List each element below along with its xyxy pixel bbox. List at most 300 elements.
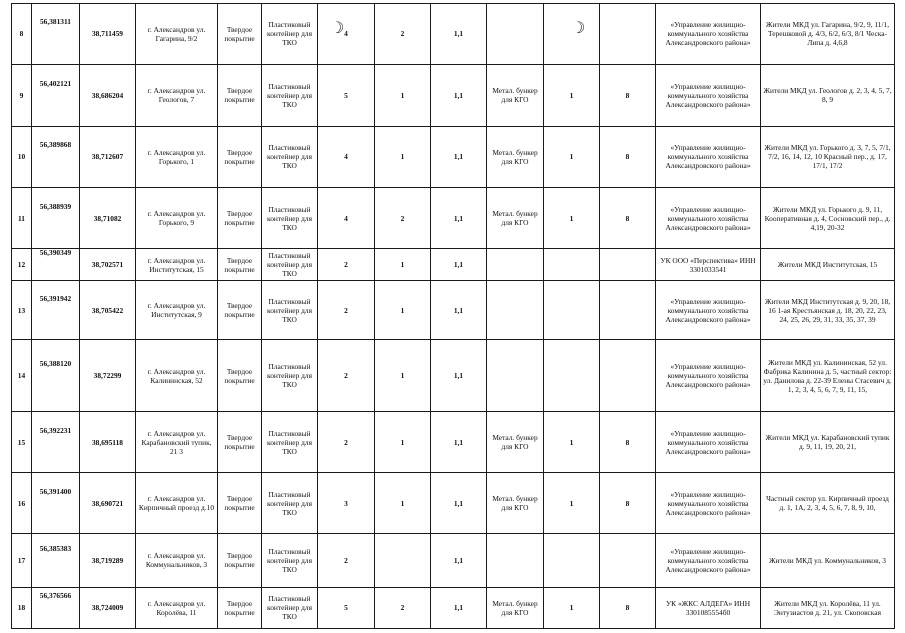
users-cell: [761, 340, 895, 412]
bunker-volume-cell: [600, 412, 656, 473]
container-type-cell-text: Пластиковый контейнер для ТКО: [267, 81, 312, 109]
container-volume-cell-text: 1,1: [453, 260, 464, 270]
bunker-count-cell: [544, 126, 600, 187]
bunker-type-cell: [487, 473, 544, 534]
container-type-cell-text: Пластиковый контейнер для ТКО: [267, 296, 312, 324]
container-type-cell: [262, 249, 318, 281]
container-volume-cell: [431, 412, 487, 473]
users-cell: [761, 249, 895, 281]
latitude-cell: [32, 64, 80, 126]
address-cell: [136, 64, 218, 126]
address-cell-text: г. Александров ул. Королёва, 11: [147, 598, 206, 617]
owner-cell: [656, 4, 761, 65]
container-count2-cell-text: 1: [400, 305, 405, 315]
address-cell-text: г. Александров ул. Гагарина, 9/2: [147, 24, 206, 43]
bunker-volume-cell: [600, 64, 656, 126]
bunker-volume-cell-text: 8: [625, 437, 630, 447]
table-row: [12, 249, 895, 281]
surface-cell: [218, 340, 262, 412]
owner-cell: [656, 412, 761, 473]
latitude-cell-text: 56,388120: [39, 359, 72, 369]
users-cell-text: Жители МКД ул. Карабановский тупик д. 9, 11, 19, 20, 21,: [765, 433, 890, 452]
surface-cell: [218, 4, 262, 65]
container-count-cell-text: 5: [344, 90, 348, 100]
bunker-type-cell-text: Метал. бункер для КГО: [492, 86, 538, 105]
row-number: [12, 412, 32, 473]
address-cell: [136, 187, 218, 249]
bunker-volume-cell-text: 8: [625, 152, 630, 162]
container-count-cell: [318, 4, 375, 65]
surface-cell: [218, 126, 262, 187]
bunker-volume-cell: [600, 473, 656, 534]
address-cell: [136, 4, 218, 65]
row-number-text: 12: [17, 260, 26, 270]
owner-cell: [656, 473, 761, 534]
container-volume-cell-text: 1,1: [453, 371, 464, 381]
document-sheet: [11, 3, 894, 629]
container-type-cell: [262, 534, 318, 588]
owner-cell: [656, 587, 761, 628]
container-volume-cell: [431, 281, 487, 340]
bunker-volume-cell: [600, 4, 656, 65]
users-cell-text: Жители МКД Институтская д. 9, 20, 18, 16 1-ая Крестьянская д. 18, 20, 22, 23, 24, 25, 26, 29, 31, 33, 35, 37, 39: [764, 296, 891, 324]
table-row: [12, 587, 895, 628]
address-cell: [136, 587, 218, 628]
latitude-cell: [32, 281, 80, 340]
surface-cell-text: Твердое покрытие: [224, 86, 255, 105]
address-cell-text: г. Александров ул. Коммунальников, 3: [145, 551, 208, 570]
latitude-cell-text: 56,381311: [39, 17, 71, 27]
longitude-cell-text: 38,72299: [93, 371, 122, 381]
container-type-cell: [262, 187, 318, 249]
owner-cell-text: «Управление жилищно-коммунального хозяйства Александровского района»: [665, 81, 751, 109]
container-volume-cell-text: 1,1: [453, 29, 464, 39]
container-volume-cell-text: 1,1: [453, 305, 464, 315]
longitude-cell: [80, 4, 136, 65]
users-cell-text: Жители МКД ул. Горького д. 3, 7, 5, 7/1, 7/2, 16, 14, 12, 10 Красный пер., д. 17, 17/1, 17/2: [764, 143, 891, 171]
bunker-count-cell: [544, 473, 600, 534]
longitude-cell-text: 38,705422: [91, 305, 124, 315]
latitude-cell: [32, 412, 80, 473]
bunker-type-cell: [487, 4, 544, 65]
row-number-text: 13: [17, 305, 26, 315]
owner-cell-text: УК «ЖКС АЛДЕГА» ИНН 3301085554б0: [665, 598, 751, 617]
longitude-cell: [80, 64, 136, 126]
container-count2-cell-text: 1: [400, 498, 405, 508]
container-count2-cell-text: 1: [400, 260, 405, 270]
longitude-cell-text: 38,686204: [91, 90, 124, 100]
latitude-cell: [32, 126, 80, 187]
container-count2-cell-text: 1: [400, 152, 405, 162]
row-number: [12, 4, 32, 65]
address-cell: [136, 281, 218, 340]
latitude-cell-text: 56,390349: [39, 248, 72, 258]
users-cell: [761, 412, 895, 473]
container-count2-cell-text: 2: [400, 29, 405, 39]
bunker-count-cell: [544, 249, 600, 281]
bunker-volume-cell: [600, 587, 656, 628]
longitude-cell: [80, 340, 136, 412]
row-number: [12, 340, 32, 412]
bunker-type-cell: [487, 187, 544, 249]
row-number-text: 16: [17, 498, 26, 508]
container-volume-cell: [431, 340, 487, 412]
bunker-volume-cell-text: 8: [625, 498, 630, 508]
users-cell-text: Жители МКД ул. Гагарина, 9/2, 9, 11/1, Терешковой д. 4/3, 6/2, 6/3, 8/1 Ческа-Липа д. 4,6,8: [765, 20, 890, 48]
owner-cell-text: «Управление жилищно-коммунального хозяйства Александровского района»: [665, 143, 751, 171]
bunker-type-cell: [487, 587, 544, 628]
container-count-cell-text: 2: [344, 437, 348, 447]
longitude-cell-text: 38,724009: [91, 603, 124, 613]
container-count2-cell: [375, 473, 431, 534]
table-row: [12, 473, 895, 534]
surface-cell-text: Твердое покрытие: [224, 255, 255, 274]
row-number: [12, 534, 32, 588]
bunker-count-cell-text: 1: [569, 152, 574, 162]
container-type-cell-text: Пластиковый контейнер для ТКО: [267, 546, 312, 574]
longitude-cell: [80, 281, 136, 340]
row-number-text: 14: [17, 371, 26, 381]
users-cell: [761, 473, 895, 534]
container-count2-cell: [375, 281, 431, 340]
users-cell: [761, 281, 895, 340]
latitude-cell-text: 56,392231: [39, 425, 72, 435]
container-count-cell-text: 4: [344, 29, 348, 39]
bunker-count-cell-text: 1: [569, 90, 574, 100]
container-count-cell-text: 2: [344, 371, 348, 381]
surface-cell: [218, 249, 262, 281]
owner-cell: [656, 281, 761, 340]
waste-sites-table: [11, 3, 895, 629]
address-cell: [136, 473, 218, 534]
owner-cell-text: «Управление жилищно-коммунального хозяйства Александровского района»: [665, 20, 751, 48]
table-body: [12, 4, 895, 629]
bunker-type-cell: [487, 412, 544, 473]
address-cell-text: г. Александров ул. Институтская, 15: [147, 255, 206, 274]
container-count-cell-text: 2: [344, 305, 348, 315]
address-cell-text: г. Александров ул. Институтская, 9: [147, 301, 206, 320]
table-row: [12, 534, 895, 588]
container-count-cell: [318, 340, 375, 412]
container-type-cell-text: Пластиковый контейнер для ТКО: [267, 362, 312, 390]
users-cell: [761, 587, 895, 628]
container-count2-cell: [375, 126, 431, 187]
longitude-cell: [80, 249, 136, 281]
surface-cell: [218, 281, 262, 340]
bunker-type-cell: [487, 534, 544, 588]
container-type-cell-text: Пластиковый контейнер для ТКО: [267, 251, 312, 279]
container-type-cell: [262, 412, 318, 473]
container-type-cell: [262, 473, 318, 534]
users-cell: [761, 64, 895, 126]
container-volume-cell-text: 1,1: [453, 498, 464, 508]
row-number-text: 17: [17, 555, 26, 565]
owner-cell: [656, 64, 761, 126]
container-count-cell: [318, 249, 375, 281]
longitude-cell-text: 38,702571: [91, 260, 124, 270]
users-cell-text: Частный сектор ул. Кирпичный проезд д. 1, 1А, 2, 3, 4, 5, 6, 7, 8, 9, 10,: [766, 494, 889, 513]
surface-cell: [218, 412, 262, 473]
bunker-type-cell-text: Метал. бункер для КГО: [492, 147, 538, 166]
bunker-volume-cell: [600, 281, 656, 340]
surface-cell-text: Твердое покрытие: [224, 147, 255, 166]
address-cell-text: г. Александров ул. Геологов, 7: [147, 86, 206, 105]
container-count-cell-text: 2: [344, 555, 348, 565]
bunker-count-cell: [544, 587, 600, 628]
container-count2-cell: [375, 412, 431, 473]
longitude-cell: [80, 473, 136, 534]
bunker-count-cell-text: 1: [569, 603, 574, 613]
latitude-cell: [32, 4, 80, 65]
latitude-cell: [32, 249, 80, 281]
row-number-text: 8: [19, 29, 24, 39]
owner-cell-text: «Управление жилищно-коммунального хозяйства Александровского района»: [665, 428, 751, 456]
longitude-cell-text: 38,690721: [91, 498, 124, 508]
container-count-cell-text: 5: [344, 603, 348, 613]
container-count2-cell: [375, 249, 431, 281]
bunker-count-cell-text: 1: [569, 498, 574, 508]
container-count2-cell: [375, 340, 431, 412]
container-volume-cell-text: 1,1: [453, 437, 464, 447]
latitude-cell: [32, 187, 80, 249]
table-row: [12, 281, 895, 340]
surface-cell-text: Твердое покрытие: [224, 209, 255, 227]
bunker-volume-cell-text: 8: [625, 213, 630, 223]
container-volume-cell-text: 1,1: [453, 555, 464, 565]
surface-cell: [218, 587, 262, 628]
surface-cell-text: Твердое покрытие: [224, 598, 255, 617]
longitude-cell-text: 38,695118: [91, 437, 123, 447]
container-type-cell: [262, 281, 318, 340]
latitude-cell-text: 56,391942: [39, 293, 72, 303]
latitude-cell-text: 56,389868: [39, 140, 72, 150]
container-count-cell: [318, 281, 375, 340]
address-cell-text: г. Александров ул. Калининская, 52: [147, 366, 206, 385]
owner-cell-text: «Управление жилищно-коммунального хозяйства Александровского района»: [665, 204, 751, 232]
bunker-volume-cell: [600, 187, 656, 249]
owner-cell-text: УК ООО «Перспектива» ИНН 3301033541: [660, 255, 756, 274]
table-row: [12, 4, 895, 65]
scan-mark-left: ☽: [330, 18, 345, 37]
latitude-cell-text: 56,388939: [39, 201, 72, 211]
container-type-cell-text: Пластиковый контейнер для ТКО: [267, 143, 312, 171]
container-volume-cell: [431, 126, 487, 187]
owner-cell: [656, 340, 761, 412]
surface-cell-text: Твердое покрытие: [224, 301, 255, 320]
latitude-cell: [32, 587, 80, 628]
container-volume-cell-text: 1,1: [453, 213, 464, 223]
row-number-text: 15: [17, 437, 26, 447]
longitude-cell-text: 38,719289: [91, 555, 124, 565]
bunker-count-cell: [544, 340, 600, 412]
container-volume-cell: [431, 249, 487, 281]
surface-cell: [218, 534, 262, 588]
bunker-type-cell: [487, 126, 544, 187]
container-type-cell: [262, 587, 318, 628]
surface-cell-text: Твердое покрытие: [224, 433, 255, 452]
bunker-volume-cell: [600, 340, 656, 412]
bunker-volume-cell-text: 8: [625, 90, 630, 100]
users-cell: [761, 187, 895, 249]
container-volume-cell: [431, 187, 487, 249]
container-type-cell-text: Пластиковый контейнер для ТКО: [267, 428, 312, 456]
bunker-type-cell: [487, 340, 544, 412]
container-type-cell-text: Пластиковый контейнер для ТКО: [267, 20, 312, 48]
table-row: [12, 187, 895, 249]
row-number: [12, 281, 32, 340]
container-count-cell: [318, 64, 375, 126]
table-row: [12, 340, 895, 412]
container-count2-cell: [375, 4, 431, 65]
users-cell: [761, 4, 895, 65]
container-type-cell: [262, 126, 318, 187]
latitude-cell-text: 56,402121: [39, 78, 72, 88]
longitude-cell: [80, 187, 136, 249]
container-volume-cell: [431, 4, 487, 65]
table-row: [12, 126, 895, 187]
address-cell: [136, 249, 218, 281]
container-volume-cell-text: 1,1: [453, 603, 464, 613]
container-count2-cell: [375, 64, 431, 126]
owner-cell: [656, 249, 761, 281]
address-cell: [136, 126, 218, 187]
row-number: [12, 249, 32, 281]
container-volume-cell: [431, 534, 487, 588]
bunker-type-cell: [487, 64, 544, 126]
container-count-cell-text: 4: [344, 213, 348, 223]
address-cell: [136, 412, 218, 473]
bunker-volume-cell: [600, 534, 656, 588]
container-count-cell: [318, 587, 375, 628]
surface-cell: [218, 473, 262, 534]
owner-cell-text: «Управление жилищно-коммунального хозяйства Александровского района»: [665, 489, 751, 517]
container-count-cell-text: 4: [344, 152, 348, 162]
bunker-type-cell: [487, 249, 544, 281]
address-cell: [136, 534, 218, 588]
owner-cell: [656, 187, 761, 249]
users-cell-text: Жители МКД ул. Королёва, 11 ул. Энтузиастов д. 21, ул. Скоповская: [774, 598, 881, 617]
bunker-count-cell: [544, 281, 600, 340]
container-count-cell-text: 3: [344, 498, 348, 508]
surface-cell: [218, 64, 262, 126]
bunker-volume-cell-text: 8: [625, 603, 630, 613]
container-type-cell: [262, 64, 318, 126]
container-count-cell: [318, 534, 375, 588]
latitude-cell-text: 56,385383: [39, 543, 72, 553]
longitude-cell: [80, 412, 136, 473]
container-count2-cell-text: 1: [400, 437, 405, 447]
surface-cell-text: Твердое покрытие: [224, 24, 255, 43]
users-cell: [761, 126, 895, 187]
bunker-volume-cell: [600, 126, 656, 187]
longitude-cell: [80, 587, 136, 628]
surface-cell-text: Твердое покрытие: [224, 366, 255, 385]
container-volume-cell: [431, 64, 487, 126]
users-cell-text: Жители МКД ул. Калининская, 52 ул. Фабрика Калинина д. 5, частный сектор: ул. Данилова д. 22-39 Елены Стасевич д. 1, 2, 3, 4, 5, 6, 7, 9, 11, 15,: [763, 357, 892, 394]
longitude-cell-text: 38,711459: [91, 29, 123, 39]
latitude-cell: [32, 473, 80, 534]
users-cell-text: Жители МКД ул. Горького д. 9, 11, Кооперативная д. 4, Сосновский пер., д. 4,19, 20-32: [764, 204, 891, 232]
address-cell-text: г. Александров ул. Карабановский тупик, 21 3: [141, 428, 212, 456]
owner-cell-text: «Управление жилищно-коммунального хозяйства Александровского района»: [665, 296, 751, 324]
row-number-text: 18: [17, 603, 26, 613]
latitude-cell-text: 56,391400: [39, 486, 72, 496]
table-row: [12, 64, 895, 126]
container-type-cell-text: Пластиковый контейнер для ТКО: [267, 594, 312, 622]
container-count-cell: [318, 412, 375, 473]
row-number: [12, 64, 32, 126]
address-cell: [136, 340, 218, 412]
users-cell-text: Жители МКД ул. Геологов д. 2, 3, 4, 5, 7, 8, 9: [763, 86, 892, 105]
container-type-cell-text: Пластиковый контейнер для ТКО: [267, 489, 312, 517]
users-cell: [761, 534, 895, 588]
row-number: [12, 587, 32, 628]
container-volume-cell: [431, 473, 487, 534]
bunker-type-cell-text: Метал. бункер для КГО: [492, 209, 538, 227]
longitude-cell-text: 38,71082: [93, 213, 122, 223]
container-type-cell: [262, 4, 318, 65]
container-count-cell: [318, 473, 375, 534]
container-count2-cell: [375, 187, 431, 249]
container-count2-cell: [375, 587, 431, 628]
owner-cell-text: «Управление жилищно-коммунального хозяйства Александровского района»: [665, 546, 751, 574]
bunker-type-cell: [487, 281, 544, 340]
surface-cell: [218, 187, 262, 249]
table-row: [12, 412, 895, 473]
container-volume-cell-text: 1,1: [453, 152, 464, 162]
longitude-cell: [80, 126, 136, 187]
surface-cell-text: Твердое покрытие: [224, 494, 255, 513]
latitude-cell: [32, 340, 80, 412]
container-type-cell-text: Пластиковый контейнер для ТКО: [267, 204, 312, 232]
row-number: [12, 473, 32, 534]
bunker-count-cell: [544, 187, 600, 249]
bunker-count-cell-text: 1: [569, 213, 574, 223]
address-cell-text: г. Александров ул. Горького, 1: [147, 147, 206, 166]
users-cell-text: Жители МКД Институтская, 15: [777, 260, 878, 270]
address-cell-text: г. Александров ул. Горького, 9: [147, 209, 206, 227]
row-number-text: 11: [18, 213, 25, 223]
row-number: [12, 187, 32, 249]
container-count2-cell-text: 2: [400, 603, 405, 613]
owner-cell: [656, 126, 761, 187]
container-count-cell-text: 2: [344, 260, 348, 270]
container-count2-cell-text: 1: [400, 90, 405, 100]
surface-cell-text: Твердое покрытие: [224, 551, 255, 570]
owner-cell-text: «Управление жилищно-коммунального хозяйства Александровского района»: [665, 362, 751, 390]
users-cell-text: Жители МКД ул. Коммунальников, 3: [769, 555, 886, 565]
bunker-volume-cell: [600, 249, 656, 281]
longitude-cell: [80, 534, 136, 588]
bunker-type-cell-text: Метал. бункер для КГО: [492, 598, 538, 617]
latitude-cell-text: 56,376566: [39, 591, 72, 601]
row-number-text: 9: [19, 90, 24, 100]
owner-cell: [656, 534, 761, 588]
bunker-type-cell-text: Метал. бункер для КГО: [492, 494, 538, 513]
bunker-type-cell-text: Метал. бункер для КГО: [492, 433, 538, 452]
row-number: [12, 126, 32, 187]
longitude-cell-text: 38,712607: [91, 152, 124, 162]
container-count-cell: [318, 126, 375, 187]
container-count-cell: [318, 187, 375, 249]
container-count2-cell-text: 1: [400, 371, 405, 381]
bunker-count-cell-text: 1: [569, 437, 574, 447]
container-volume-cell-text: 1,1: [453, 90, 464, 100]
row-number-text: 10: [17, 152, 26, 162]
address-cell-text: г. Александров ул. Кирпичный проезд д.10: [138, 494, 215, 513]
scan-mark-right: ☽: [571, 18, 586, 37]
latitude-cell: [32, 534, 80, 588]
